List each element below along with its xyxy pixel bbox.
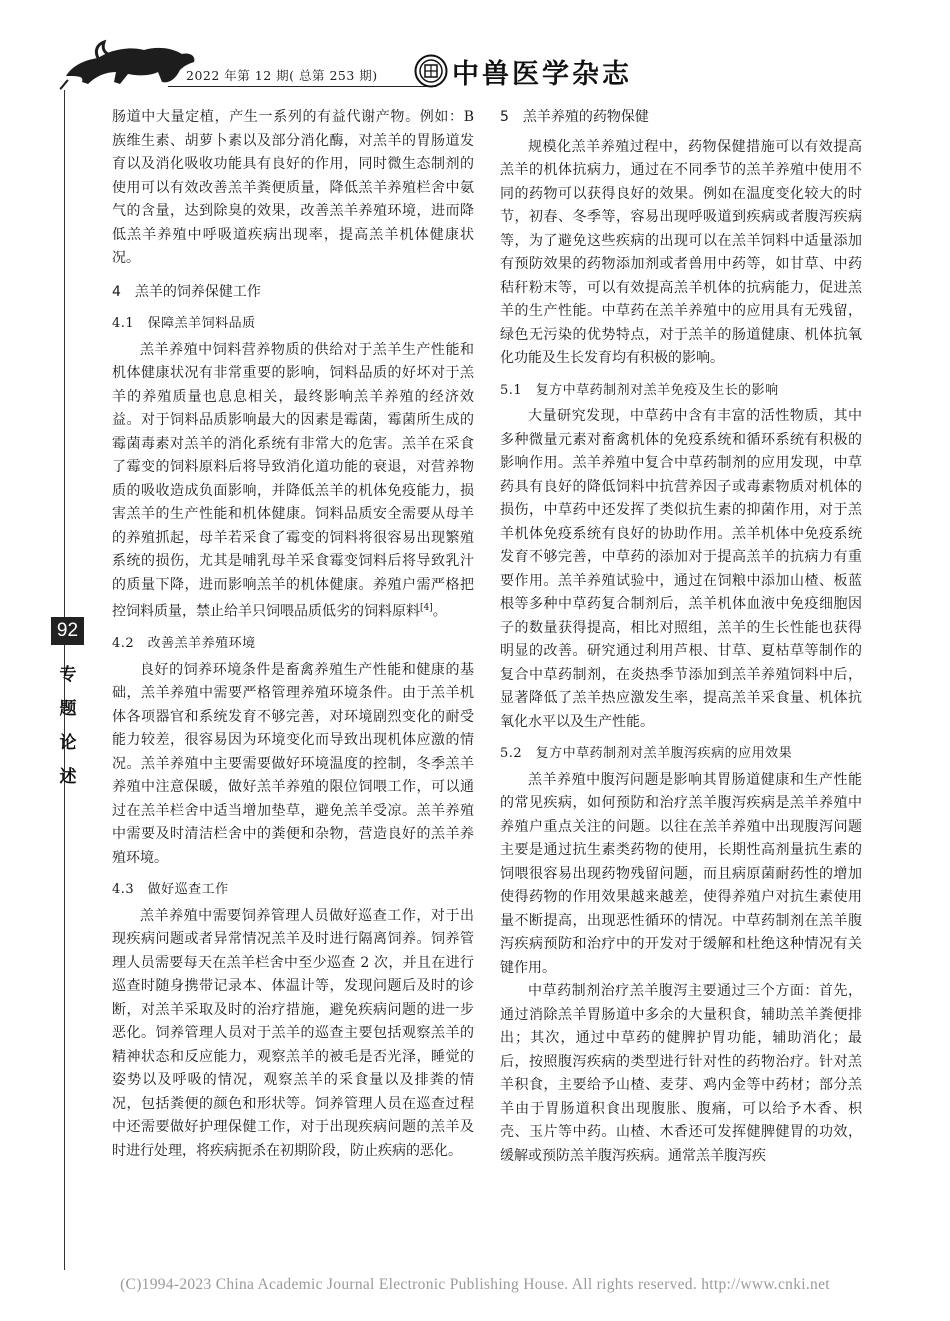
section-4-2-heading: 4.2 改善羔羊养殖环境 — [112, 636, 256, 652]
section-4-1-text: 羔羊养殖中饲料营养物质的供给对于羔羊生产性能和机体健康状况有非常重要的影响，饲料品质的好坏对于羔羊的养殖质量也息息相关，最终影响羔羊养殖的经济效益。对于饲料品质影响最大的因素是霉菌，霉菌所生成的霉菌毒素对羔羊的消化系统有非常大的危害。羔羊在采食了霉变的饲料原料后将导致消化道功能的衰退，对营养物质的吸收造成负面影响，并降低羔羊的机体免疫能力，损害羔羊的生产性能和机体健康。饲料品质安全需要从母羊的养殖抓起，母羊若采食了霉变的饲料将很容易出现繁殖系统的损伤，尤其是哺乳母羊采食霉变饲料后将导致乳汁的质量下降，进而影响羔羊的机体健康。养殖户需严格把控饲料质量，禁止给羊只饲喂品质低劣的饲料原料 — [112, 341, 474, 620]
page-number: 92 — [51, 617, 84, 645]
section-char: 述 — [59, 767, 77, 787]
section-5-heading: 5 羔羊养殖的药物保健 — [500, 109, 649, 125]
journal-name: 中兽医学杂志 — [452, 59, 632, 90]
section-5-1-heading: 5.1 复方中草药制剂对羔羊免疫及生长的影响 — [500, 382, 779, 398]
section-4-3-paragraph: 羔羊养殖中需要饲养管理人员做好巡查工作，对于出现疾病问题或者异常情况羔羊及时进行隔离饲养。饲养管理人员需要每天在羔羊栏舍中至少巡查 2 次，并且在进行巡查时随身携带记录本、体温计等，发现问题后及时的诊断，对羔羊采取及时的治疗措施，避免疾病问题的进一步恶化。饲养管理人员对于羔羊的巡查主要包括观察羔羊的精神状态和反应能力，观察羔羊的被毛是否光泽，睡觉的姿势以及呼吸的情况，观察羔羊的采食量以及排粪的情况，包括粪便的颜色和形状等。饲养管理人员在巡查过程中还需要做好护理保健工作，对于出现疾病问题的羔羊及时进行处理，将疾病扼杀在初期阶段，防止疾病的恶化。 — [112, 907, 474, 1159]
right-column — [500, 106, 862, 1168]
section-4-heading: 4 羔羊的饲养保健工作 — [112, 283, 261, 300]
section-char: 专 — [59, 665, 77, 685]
issue-info: 2022 年第 12 期( 总第 253 期) — [186, 68, 378, 83]
bull-logo-icon — [58, 36, 198, 90]
header-rule — [168, 86, 436, 87]
section-4-1-paragraph — [112, 339, 474, 625]
copyright-footer: (C)1994-2023 China Academic Journal Electronic Publishing House. All rights reserved. http://www.cnki.net — [120, 1276, 830, 1293]
section-5-2-heading: 5.2 复方中草药制剂对羔羊腹泻疾病的应用效果 — [500, 746, 793, 761]
citation-4[interactable]: [4] — [420, 603, 433, 613]
section-4-3-heading: 4.3 做好巡查工作 — [112, 882, 229, 898]
section-4-2-paragraph: 良好的饲养环境条件是畜禽养殖生产性能和健康的基础，羔羊养殖中需要严格管理养殖环境条件。由于羔羊机体各项器官和系统发育不够完善，对环境剧烈变化的耐受能力较差，很容易因为环境变化而导致出现机体应激的情况。羔羊养殖中主要需要做好环境温度的控制，冬季羔羊养殖中注意保暖，做好羔羊养殖的限位饲喂工作，可以通过在羔羊栏舍中适当增加垫草，避免羔羊受凉。羔羊养殖中需要及时清洁栏舍中的粪便和杂物，营造良好的羔羊养殖环境。 — [112, 661, 474, 866]
section-5-2-paragraph-2: 中草药制剂治疗羔羊腹泻主要通过三个方面：首先，通过消除羔羊胃肠道中多余的大量积食，辅助羔羊粪便排出；其次，通过中草药的健脾护胃功能，辅助消化；最后，按照腹泻疾病的类型进行针对性的药物治疗。针对羔羊积食，主要给予山楂、麦芽、鸡内金等中药材；部分羔羊由于胃肠道积食出现腹胀、腹痛，可以给予木香、枳壳、玉片等中药。山楂、木香还可发挥健脾健胃的功效，缓解或预防羔羊腹泻疾病。通常羔羊腹泻疾 — [500, 983, 862, 1164]
section-char: 论 — [59, 733, 77, 753]
section-5-paragraph: 规模化羔羊养殖过程中，药物保健措施可以有效提高羔羊的机体抗病力，通过在不同季节的羔羊养殖中使用不同的药物可以获得良好的效果。例如在温度变化较大的时节，初春、冬季等，容易出现呼吸道到疾病或者腹泻疾病等，为了避免这些疾病的出现可以在羔羊饲料中适量添加有预防效果的药物添加剂或者兽用中药等，如甘草、中药秸秆粉末等，可以有效提高羔羊机体的抗病能力，促进羔羊的生产性能。中草药在羔羊养殖中的应用具有无残留，绿色无污染的优势特点，对于羔羊的肠道健康、机体抗氧化功能及生长发育均有积极的影响。 — [500, 138, 862, 366]
intro-paragraph: 肠道中大量定植，产生一系列的有益代谢产物。例如：B 族维生素、胡萝卜素以及部分消化酶，对羔羊的胃肠道发育以及消化吸收功能具有良好的作用，同时微生态制剂的使用可以有效改善羔羊粪便质量，降低羔羊养殖栏舍中氨气的含量，达到除臭的效果，改善羔羊养殖环境，进而降低羔羊养殖中呼吸道疾病出现率，提高羔羊机体健康状况。 — [112, 109, 474, 266]
seal-logo-icon — [414, 54, 448, 88]
section-5-2-paragraph-1: 羔羊养殖中腹泻问题是影响其胃肠道健康和生产性能的常见疾病，如何预防和治疗羔羊腹泻疾病是羔羊养殖中养殖户重点关注的问题。以往在羔羊养殖中出现腹泻问题主要是通过抗生素类药物的使用，长期性高剂量抗生素的饲喂很容易出现药物残留问题，而且病原菌耐药性的增加使得药物的作用效果越来越差，使得养殖户对抗生素使用量不断提高，出现恶性循环的情况。中草药制剂在羔羊腹泻疾病预防和治疗中的开发对于缓解和杜绝这种情况有关键作用。 — [500, 771, 862, 976]
section-5-1-paragraph: 大量研究发现，中草药中含有丰富的活性物质，其中多种微量元素对畜禽机体的免疫系统和循环系统有积极的影响作用。羔羊养殖中复合中草药制剂的应用发现，中草药具有良好的降低饲料中抗营养因子或毒素物质对机体的损伤，中草药中还发挥了类似抗生素的抑菌作用，对于羔羊机体免疫系统有良好的协助作用。羔羊机体中免疫系统发育不够完善，中草药的添加对于提高羔羊的抗病力有重要作用。羔羊养殖试验中，通过在饲粮中添加山楂、板蓝根等多种中草药复合制剂后，羔羊机体血液中免疫细胞因子的数量获得提高，相比对照组，羔羊的生长性能也获得明显的改善。研究通过利用芦根、甘草、夏枯草等制作的复合中草药制剂，在炎热季节添加到羔羊养殖饲料中后，显著降低了羔羊热应激发生率，提高羔羊采食量、机体抗氧化水平以及生产性能。 — [500, 408, 862, 730]
section-4-1-heading: 4.1 保障羔羊饲料品质 — [112, 316, 256, 331]
section-label — [54, 660, 82, 796]
left-column — [112, 106, 474, 1163]
section-4-1-end: 。 — [432, 603, 447, 620]
section-char: 题 — [59, 699, 77, 719]
